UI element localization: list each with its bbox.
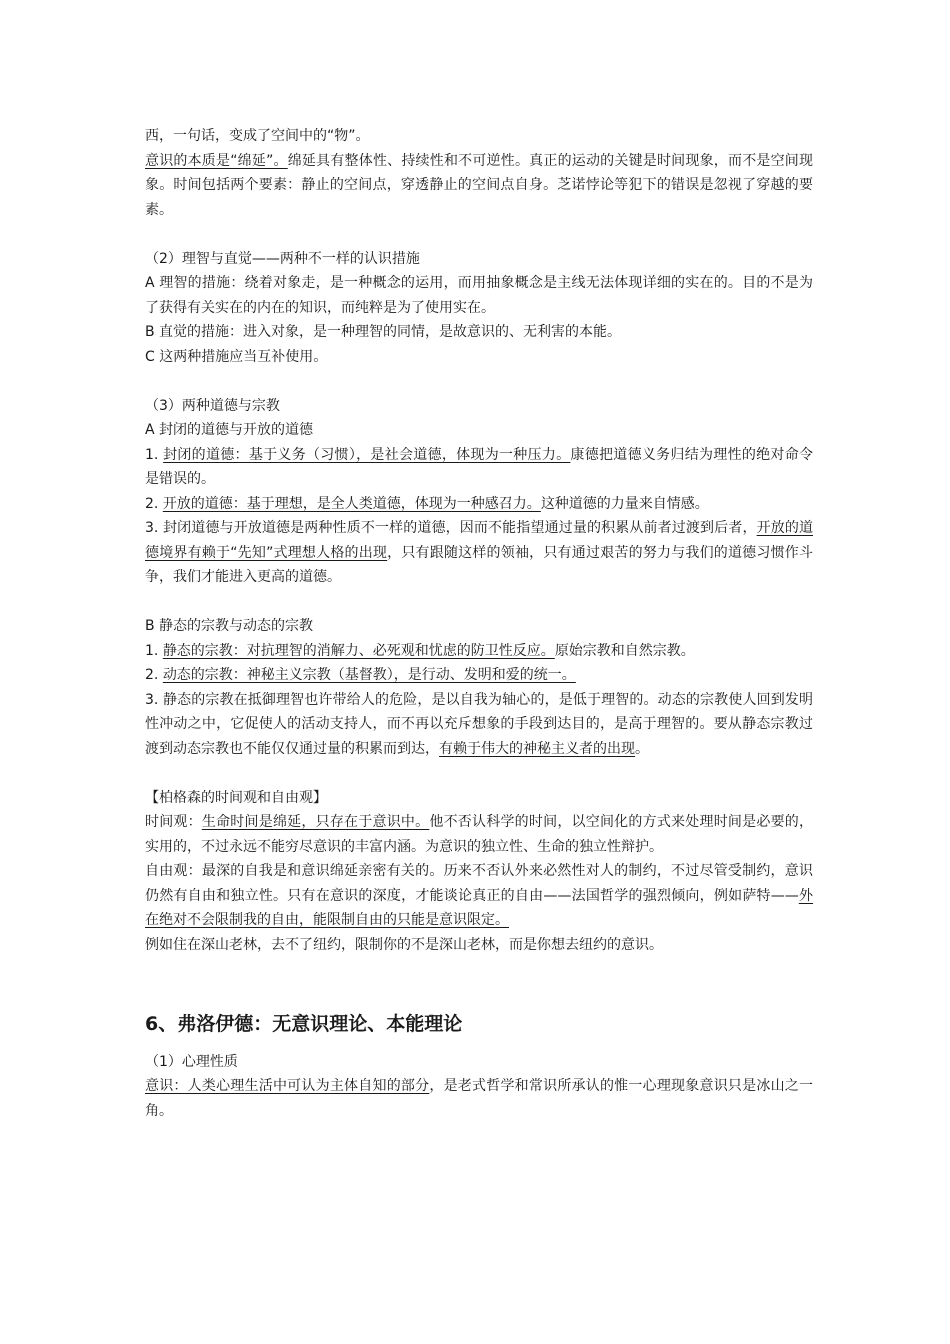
paragraph [145, 639, 813, 664]
underlined-text: 静态的宗教：对抗理智的消解力、必死观和忧虑的防卫性反应。 [162, 642, 555, 659]
paragraph [145, 271, 813, 320]
section-title [145, 786, 813, 811]
text: 他不否认科学的时间，以空间化的方式来处理时间是必要的，实用的，不过永远不能穷尽意识的丰富内涵。为意识的独立性、生命的独立性辩护。 [145, 814, 814, 855]
section-title [145, 1050, 813, 1075]
text: B 静态的宗教与动态的宗教 [145, 618, 314, 634]
blank-line [145, 761, 813, 786]
paragraph [145, 810, 813, 859]
paragraph [145, 859, 813, 933]
text: 【柏格森的时间观和自由观】 [145, 789, 327, 806]
text: B 直觉的措施：进入对象，是一种理智的同情，是故意识的、无利害的本能。 [145, 324, 622, 340]
text: 2. [145, 495, 163, 512]
text: A 理智的措施：绕着对象走，是一种概念的运用，而用抽象概念是主线无法体现详细的实在的。目的不是为了获得有关实在的内在的知识，而纯粹是为了使用实在。 [145, 275, 813, 316]
text: 例如住在深山老林，去不了纽约，限制你的不是深山老林，而是你想去纽约的意识。 [145, 936, 663, 953]
underlined-text: 开放的道德：基于理想，是全人类道德，体现为一种感召力。 [162, 495, 541, 512]
underlined-text: 意识：人类心理生活中可认为主体自知的部分 [145, 1078, 430, 1094]
paragraph [145, 933, 813, 958]
text: C 这两种措施应当互补使用。 [145, 348, 328, 365]
blank-line [145, 222, 813, 247]
text: （3）两种道德与宗教 [145, 397, 280, 414]
underlined-text: 外在绝对不会限制我的自由，能限制自由的只能是意识限定。 [145, 887, 814, 928]
blank-line [145, 590, 813, 615]
paragraph [145, 149, 813, 223]
text: 这种道德的力量来自情感。 [540, 495, 709, 512]
paragraph [145, 345, 813, 370]
paragraph [145, 492, 813, 517]
text: 1. [145, 642, 163, 659]
text: ，只有跟随这样的领袖，只有通过艰苦的努力与我们的道德习惯作斗争，我们才能进入更高的道德。 [145, 544, 813, 585]
underlined-text: 意识的本质是“绵延”。 [145, 152, 288, 169]
paragraph [145, 1074, 813, 1123]
text: 3. 封闭道德与开放道德是两种性质不一样的道德，因而不能指望通过量的积累从前者过渡到后者， [145, 520, 757, 536]
paragraph [145, 124, 813, 149]
underlined-text: 生命时间是绵延，只存在于意识中。 [201, 814, 430, 830]
paragraph [145, 688, 813, 762]
text: 自由观：最深的自我是和意识绵延亲密有关的。历来不否认外来必然性对人的制约，不过尽管受制约，意识仍然有自由和独立性。只有在意识的深度，才能谈论真正的自由——法国哲学的强烈倾向，例如萨特—— [145, 863, 813, 904]
text: 2. [145, 667, 163, 683]
text: 3. 静态的宗教在抵御理智也许带给人的危险，是以自我为轴心的，是低于理智的。动态的宗教使人回到发明性冲动之中，它促使人的活动支持人，而不再以充斥想象的手段到达目的，是高于理智的。要从静态宗教过渡到动态宗教也不能仅仅通过量的积累而到达， [145, 691, 813, 757]
paragraph [145, 418, 813, 443]
text: A 封闭的道德与开放的道德 [145, 422, 314, 438]
text: 绵延具有整体性、持续性和不可逆性。真正的运动的关键是时间现象，而不是空间现象。时间包括两个要素：静止的空间点，穿透静止的空间点自身。芝诺悖论等犯下的错误是忽视了穿越的要素。 [145, 152, 813, 218]
paragraph [145, 663, 813, 688]
underlined-text: 封闭的道德：基于义务（习惯），是社会道德，体现为一种压力。 [163, 446, 571, 463]
paragraph [145, 614, 813, 639]
paragraph [145, 443, 813, 492]
text: 康德把道德义务归结为理性的绝对命令是错误的。 [145, 446, 814, 487]
text: ，是老式哲学和常识所承认的惟一心理现象意识只是冰山之一角。 [145, 1078, 814, 1119]
blank-line [145, 369, 813, 394]
text: （2）理智与直觉——两种不一样的认识措施 [145, 250, 420, 267]
text: 时间观： [145, 814, 202, 830]
text: 。 [635, 740, 649, 757]
text: 原始宗教和自然宗教。 [554, 642, 695, 659]
text: （1）心理性质 [145, 1053, 238, 1070]
chapter-heading: 6、弗洛伊德：无意识理论、本能理论 [145, 1012, 463, 1035]
document-page [145, 124, 813, 1123]
underlined-text: 动态的宗教：神秘主义宗教（基督教），是行动、发明和爱的统一。 [162, 667, 576, 683]
section-title [145, 247, 813, 272]
section-title [145, 394, 813, 419]
text: 西，一句话，变成了空间中的“物”。 [145, 128, 370, 144]
text: 1. [145, 446, 164, 463]
blank-line [145, 957, 813, 982]
underlined-text: 有赖于伟大的神秘主义者的出现 [439, 740, 635, 757]
paragraph [145, 320, 813, 345]
underlined-text: 开放的道德境界有赖于“先知”式理想人格的出现 [145, 520, 813, 561]
paragraph [145, 516, 813, 590]
